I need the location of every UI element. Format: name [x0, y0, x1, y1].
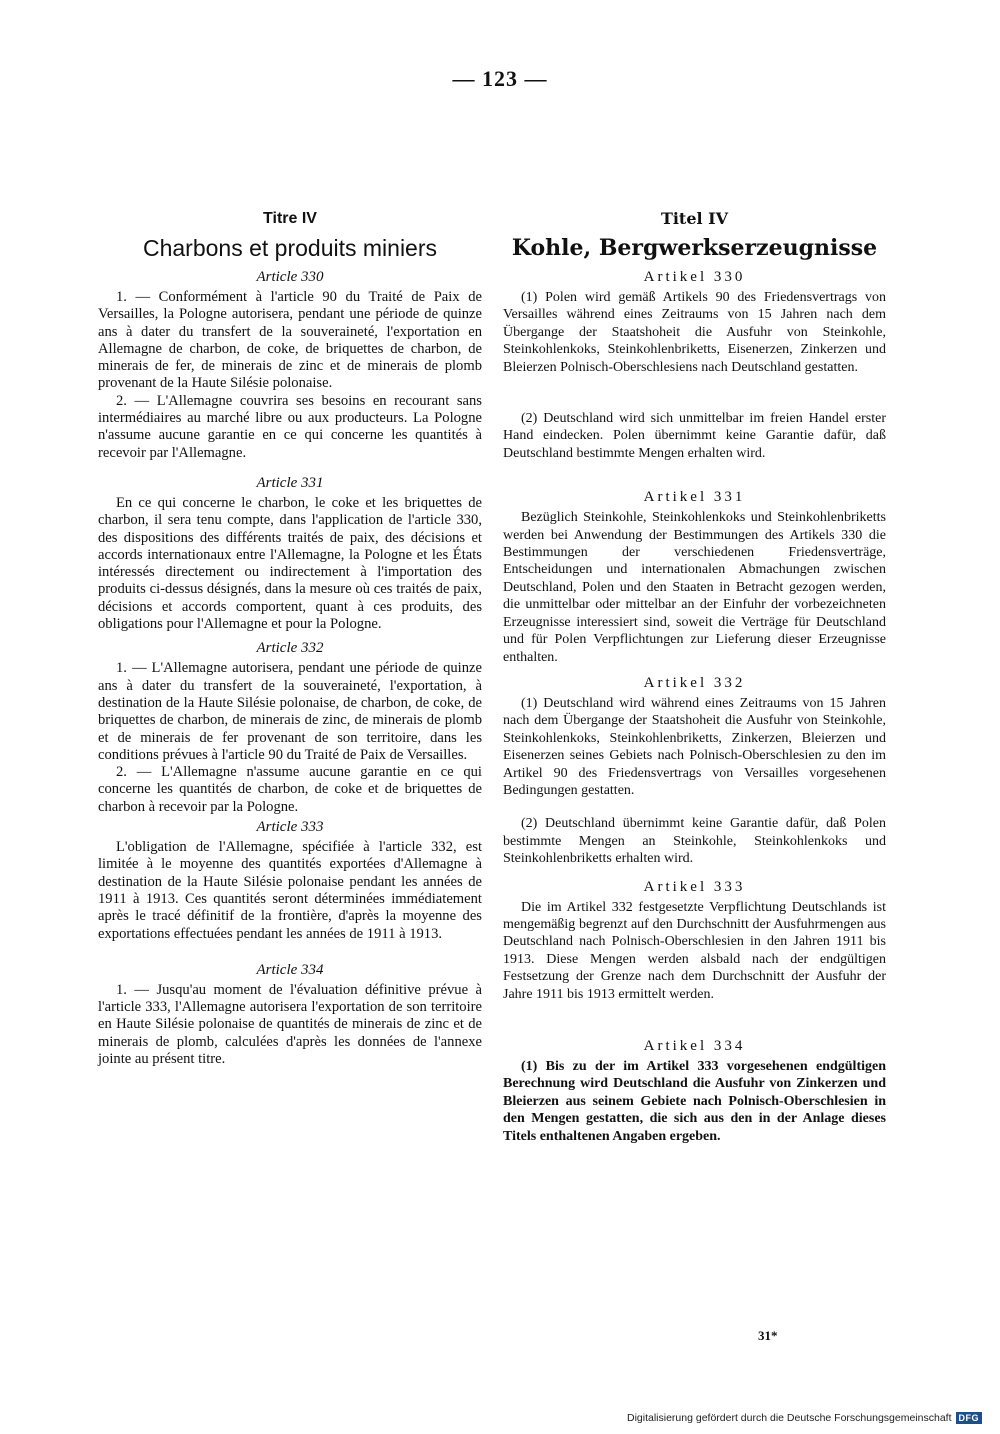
article-paragraph: (1) Bis zu der im Artikel 333 vorgesehenen endgültigen Berechnung wird Deutschland die Ausfuhr von Zinkerzen und Bleierzen aus seinem Gebiete nach Polnisch-Oberschlesien in den Mengen gestatten, die sich aus den in der Anlage dieses Titels enthaltenen Angaben ergeben. [503, 1059, 886, 1144]
article-paragraph: 1. — L'Allemagne autorisera, pendant une période de quinze ans à dater du transfert de la souveraineté, l'exportation, à destination de la Haute Silésie polonaise, de charbon, de coke, de briquettes de charbon, de minerais de zinc, de minerais de plomb et de minerais de fer provenant de son territoire, dans les conditions prévues à l'article 90 du Traité de Paix de Versailles. [98, 660, 482, 763]
article-paragraph: 1. — Conformément à l'article 90 du Traité de Paix de Versailles, la Pologne autorisera, pendant une période de quinze ans à dater du transfert de la souveraineté, l'exportation en Allemagne de charbon, de coke, de briquettes de charbon, de minerais de fer, de minerais de zinc et de minerais de plomb provenant de la Haute Silésie polonaise. [98, 289, 482, 392]
article-paragraph: En ce qui concerne le charbon, le coke et les briquettes de charbon, il sera tenu compte, dans l'application de l'article 330, des dispositions des différents traités de paix, des décisions et accords internationaux entre l'Allemagne, la Pologne et les États intéressés directement ou indirectement à l'importation des produits ci-dessus désignés, dans la mesure où ces traités de paix, décisions et accords comportent, quant à ces produits, des obligations pour l'Allemagne et pour la Pologne. [98, 494, 482, 633]
french-heading: Charbons et produits miniers [142, 235, 438, 261]
article-paragraph: 1. — Jusqu'au moment de l'évaluation définitive prévue à l'article 333, l'Allemagne autorisera l'exportation de son territoire en Haute Silésie polonaise de quantités de minerais de zinc et de minerais de plomb, calculées d'après les données de l'annexe jointe au présent titre. [98, 981, 482, 1067]
article-paragraph: L'obligation de l'Allemagne, spécifiée à l'article 332, est limitée à le moyenne des quantités exportées d'Allemagne à destination de la Haute Silésie polonaise pendant les années de 1911 à 1913. Ces quantités seront déterminées immédiatement après le tracé définitif de la frontière, d'après la moyenne des exportations effectuées pendant les années de 1911 à 1913. [98, 839, 482, 942]
signature-mark: 31* [758, 1328, 778, 1343]
article-paragraph: (1) Deutschland wird während eines Zeitraums von 15 Jahren nach dem Übergange der Staatshoheit die Ausfuhr von Steinkohle, Steinkohlenkoks, Steinkohlenbriketts, Zinkerzen, Bleierzen und Eisenerzen seines Gebiets nach Polnisch-Oberschlesien zu den im Artikel 90 des Friedensvertrags von Versailles vorgesehenen Bedingungen gestatten. [503, 695, 886, 798]
article-heading: Article 331 [256, 474, 324, 491]
german-title-label: Titel IV [660, 209, 729, 228]
credit-text: Digitalisierung gefördert durch die Deutsche Forschungsgemeinschaft [626, 1412, 952, 1424]
dfg-logo-icon: DFG [956, 1412, 983, 1424]
article-heading: Artikel 333 [643, 878, 746, 895]
article-heading: Article 332 [256, 640, 324, 657]
article-heading: Article 334 [256, 961, 324, 978]
article-paragraph: (1) Polen wird gemäß Artikels 90 des Friedensvertrags von Versailles während eines Zeitraums von 15 Jahren nach dem Übergange der Staatshoheit die Ausfuhr von Steinkohle, Steinkohlenkoks, Steinkohlenbriketts, Eisenerzen, Zinkerzen und Bleierzen Polnisch-Oberschlesiens nach Deutschland gestatten. [503, 290, 886, 375]
article-paragraph: 2. — L'Allemagne couvrira ses besoins en recourant sans intermédiaires au marché libre ou aux producteurs. La Pologne n'assume aucune garantie en ce qui concerne les quantités à recevoir par l'Allemagne. [98, 392, 482, 461]
german-heading: Kohle, Bergwerkserzeugnisse [511, 235, 878, 261]
article-paragraph: (2) Deutschland übernimmt keine Garantie dafür, daß Polen bestimmte Mengen an Steinkohle, Steinkohlenkoks und Steinkohlenbriketts erhalten wird. [503, 816, 886, 867]
french-column [98, 208, 482, 1068]
article-heading: Artikel 330 [643, 269, 746, 285]
article-paragraph: (2) Deutschland wird sich unmittelbar im freien Handel erster Hand eindecken. Polen übernimmt keine Garantie dafür, daß Deutschland bestimmte Mengen erhalten wird. [503, 411, 886, 461]
article-heading: Article 330 [256, 269, 324, 285]
french-title-label: Titre IV [263, 210, 317, 227]
digitization-credit [627, 1412, 982, 1424]
german-column [503, 208, 886, 1145]
page-number: — 123 — [452, 66, 548, 91]
article-heading: Article 333 [256, 819, 324, 836]
article-heading: Artikel 334 [643, 1038, 746, 1054]
article-paragraph: 2. — L'Allemagne n'assume aucune garantie en ce qui concerne les quantités de charbon, de coke et de briquettes de charbon à recevoir par la Pologne. [98, 764, 482, 815]
article-heading: Artikel 332 [643, 674, 746, 691]
article-heading: Artikel 331 [643, 489, 746, 506]
article-paragraph: Bezüglich Steinkohle, Steinkohlenkoks und Steinkohlenbriketts werden bei Anwendung der Bestimmungen des Artikels 330 die Bestimmungen der verschiedenen Friedensverträge, Entscheidungen und internationalen Abmachungen zwischen Deutschland, Polen und den Staaten in Betracht gezogen werden, die unmittelbar oder mittelbar an der Einfuhr der vorbezeichneten Erzeugnisse interessiert sind, soweit die Verträge für Deutschland und für Polen Verpflichtungen zur Lieferung dieser Erzeugnisse enthalten. [503, 510, 886, 665]
article-paragraph: Die im Artikel 332 festgesetzte Verpflichtung Deutschlands ist mengemäßig begrenzt auf den Durchschnitt der Ausfuhrmengen aus Deutschland nach Polnisch-Oberschlesien in den Jahren 1911 bis 1913. Diese Mengen werden alsbald nach der endgültigen Festsetzung der Grenze nach dem Durchschnitt der Ausfuhr der Jahre 1911 bis 1913 ermittelt werden. [503, 899, 886, 1002]
